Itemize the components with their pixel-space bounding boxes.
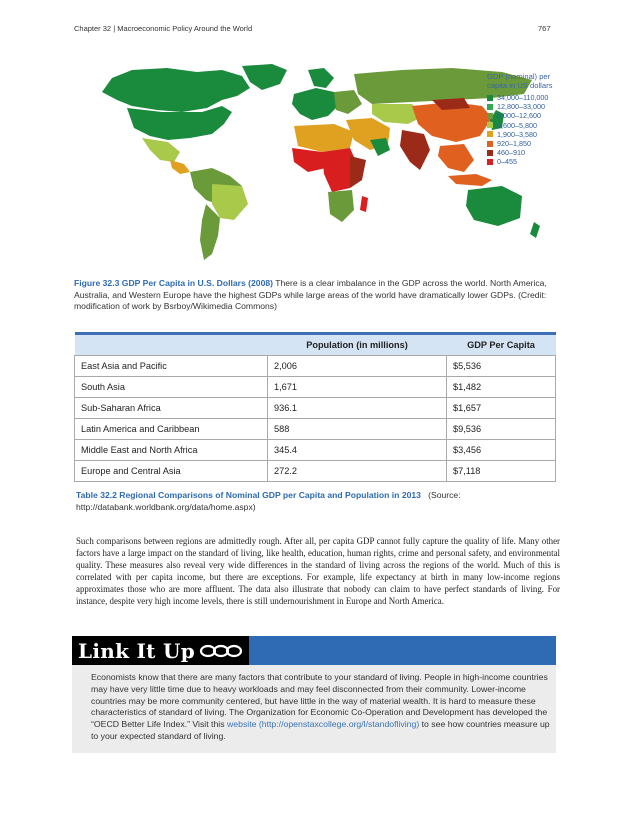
table-cell: Latin America and Caribbean xyxy=(75,419,268,440)
link-it-up-text xyxy=(91,672,551,743)
table-caption-label: Table 32.2 Regional Comparisons of Nominal GDP per Capita and Population in 2013 xyxy=(76,490,421,500)
link-it-up-title xyxy=(72,636,249,665)
legend-swatch xyxy=(487,104,493,110)
legend-label: 920–1,850 xyxy=(497,139,531,149)
legend-label: 0–455 xyxy=(497,157,517,167)
legend-label: 12,800–33,000 xyxy=(497,102,545,112)
region-india xyxy=(400,130,430,170)
region-europe-east xyxy=(334,90,362,114)
table-header xyxy=(75,334,268,356)
legend-item xyxy=(487,148,567,157)
table-row xyxy=(75,377,556,398)
table-cell: 588 xyxy=(268,419,447,440)
gdp-table xyxy=(74,332,556,482)
table-row xyxy=(75,398,556,419)
legend-swatch xyxy=(487,95,493,101)
table-cell: South Asia xyxy=(75,377,268,398)
region-canada xyxy=(102,68,250,112)
oecd-website-link[interactable]: website (http://openstaxcollege.org/l/standofliving) xyxy=(227,719,420,730)
table-row xyxy=(75,356,556,377)
table-cell: $5,536 xyxy=(447,356,556,377)
figure-text: There is a clear imbalance in the GDP across the world. North America, Australia, and Western Europe have the highest GDPs while large areas of the world have dramatically lower GDPs. (Credit: modification of work by Bsrboy/Wikimedia Commons) xyxy=(74,278,547,312)
map-legend xyxy=(487,72,567,167)
chain-link-icon xyxy=(199,642,243,660)
link-it-up-body: Economists know that there are many factors that contribute to your standard of living. People in high-income countries may have very little time due to heavy workloads and may feel disconnected from their community. Lower-income countries may be more community centered, but have little in the way of material wealth. It is hard to measure these characteristics of standard of living. The Organization for Economic Co-Operation and Development has developed the “OECD Better Life Index.” Visit this xyxy=(91,672,548,730)
region-greenland xyxy=(242,64,287,90)
legend-label: 460–910 xyxy=(497,148,525,158)
region-new-zealand xyxy=(530,222,540,238)
legend-swatch xyxy=(487,113,493,119)
figure-caption xyxy=(74,278,562,313)
table-cell: 345.4 xyxy=(268,440,447,461)
table-cell: 1,671 xyxy=(268,377,447,398)
chapter-header: Chapter 32 | Macroeconomic Policy Around the World xyxy=(74,24,253,33)
table-cell: Middle East and North Africa xyxy=(75,440,268,461)
legend-item xyxy=(487,157,567,166)
table-cell: $1,482 xyxy=(447,377,556,398)
region-madagascar xyxy=(360,196,368,212)
table-cell: 936.1 xyxy=(268,398,447,419)
region-southern-africa xyxy=(328,190,354,222)
legend-swatch xyxy=(487,141,493,147)
legend-label: 34,000–110,000 xyxy=(497,93,549,103)
table-header-row xyxy=(75,334,556,356)
legend-swatch xyxy=(487,122,493,128)
legend-label: 6,000–12,600 xyxy=(497,111,541,121)
table-cell: East Asia and Pacific xyxy=(75,356,268,377)
region-europe-west xyxy=(292,88,340,120)
legend-swatch xyxy=(487,159,493,165)
region-indonesia xyxy=(448,174,492,186)
table-row xyxy=(75,440,556,461)
legend-label: 3,600–5,800 xyxy=(497,120,537,130)
table-caption-source: (Source: http://databank.worldbank.org/data/home.aspx) xyxy=(76,490,461,512)
figure-label: Figure 32.3 GDP Per Capita in U.S. Dollars (2008) xyxy=(74,278,273,288)
table-header: GDP Per Capita xyxy=(447,334,556,356)
region-north-africa xyxy=(294,124,354,152)
legend-label: 1,900–3,580 xyxy=(497,129,537,139)
legend-swatch xyxy=(487,150,493,156)
table-cell: 2,006 xyxy=(268,356,447,377)
table-cell: $9,536 xyxy=(447,419,556,440)
region-east-africa xyxy=(350,156,366,188)
table-row xyxy=(75,461,556,482)
table-header: Population (in millions) xyxy=(268,334,447,356)
page-number: 767 xyxy=(538,24,551,33)
table-cell: $7,118 xyxy=(447,461,556,482)
legend-item xyxy=(487,130,567,139)
region-southeast-asia xyxy=(438,144,474,172)
legend-item xyxy=(487,102,567,111)
table-cell: 272.2 xyxy=(268,461,447,482)
legend-item xyxy=(487,93,567,102)
legend-item xyxy=(487,139,567,148)
region-mexico xyxy=(142,138,180,162)
table-cell: Europe and Central Asia xyxy=(75,461,268,482)
body-paragraph: Such comparisons between regions are admittedly rough. After all, per capita GDP cannot fully capture the quality of life. Many other factors have a large impact on the standard of living, like health, education, human rights, crime and personal safety, and environmental quality. These measures also reveal very wide differences in the standard of living across the regions of the world. Much of this is correlated with per capita income, but there are exceptions. For example, life expectancy at birth in many low-income regions approximates those who are more affluent. The data also illustrate that nobody can claim to have perfect standards of living. For instance, despite very high income levels, there is still undernourishment in Europe and North America. xyxy=(76,536,560,606)
link-it-up-label: Link It Up xyxy=(78,638,196,663)
table-cell: Sub-Saharan Africa xyxy=(75,398,268,419)
link-it-up-body-end: to see how countries measure up to your expected standard of living. xyxy=(91,719,550,741)
legend-swatch xyxy=(487,131,493,137)
region-scandinavia xyxy=(308,68,334,88)
legend-title: GDP (nominal) per capita in US dollars xyxy=(487,72,553,90)
world-gdp-map xyxy=(72,60,558,270)
region-brazil xyxy=(212,184,248,220)
legend-item xyxy=(487,111,567,120)
region-australia xyxy=(466,186,522,226)
legend-item xyxy=(487,121,567,130)
table-caption xyxy=(76,489,562,513)
table-cell: $3,456 xyxy=(447,440,556,461)
table-row xyxy=(75,419,556,440)
table-cell: $1,657 xyxy=(447,398,556,419)
region-central-america xyxy=(170,160,190,174)
